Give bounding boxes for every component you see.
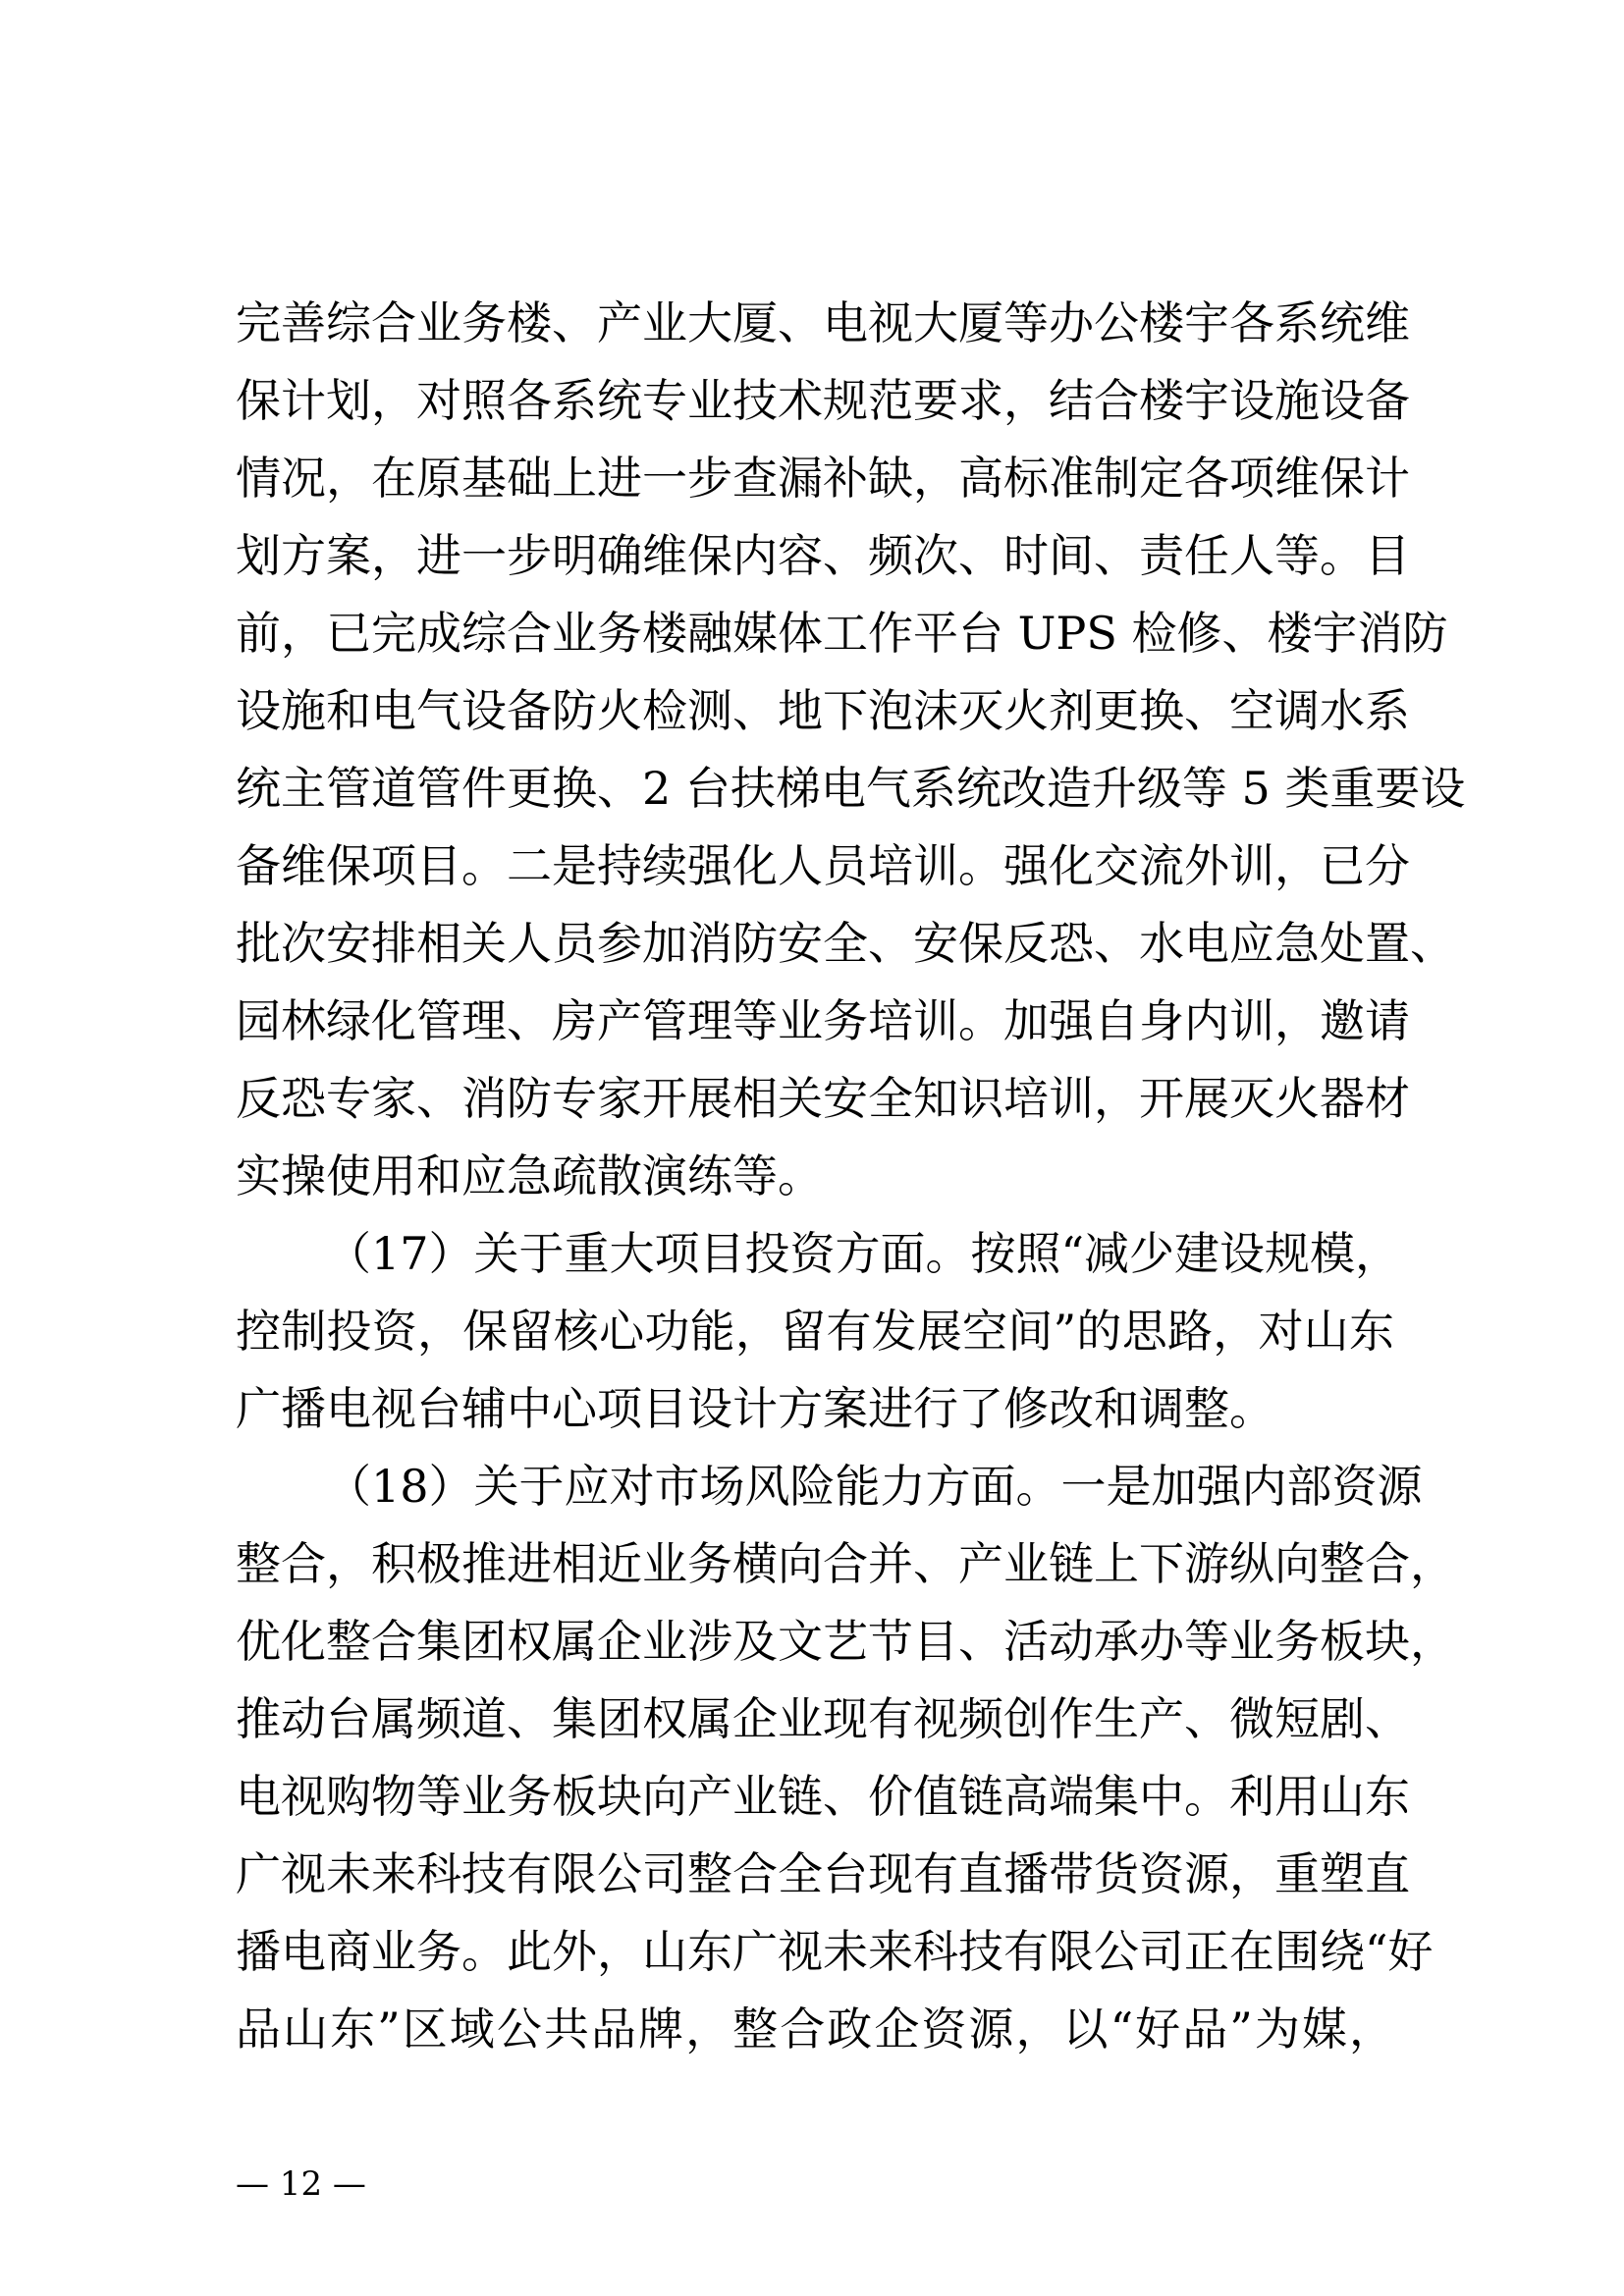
- text-line: 播电商业务。此外，山东广视未来科技有限公司正在围绕“好: [236, 1925, 1434, 1978]
- text-line: 园林绿化管理、房产管理等业务培训。加强自身内训，邀请: [236, 994, 1410, 1047]
- text-line: 广播电视台辅中心项目设计方案进行了修改和调整。: [236, 1382, 1274, 1435]
- text-line: 反恐专家、消防专家开展相关安全知识培训，开展灭火器材: [236, 1072, 1410, 1125]
- text-line: 划方案，进一步明确维保内容、频次、时间、责任人等。目: [236, 529, 1410, 582]
- section-17-heading-line: （17）关于重大项目投资方面。按照“减少建设规模，: [326, 1227, 1401, 1280]
- text-line: 统主管道管件更换、2 台扶梯电气系统改造升级等 5 类重要设: [236, 762, 1466, 815]
- text-line: 备维保项目。二是持续强化人员培训。强化交流外训，已分: [236, 839, 1410, 892]
- text-line: 优化整合集团权属企业涉及文艺节目、活动承办等业务板块，: [236, 1615, 1455, 1668]
- text-line: 设施和电气设备防火检测、地下泡沫灭火剂更换、空调水系: [236, 684, 1410, 737]
- text-line: 批次安排相关人员参加消防安全、安保反恐、水电应急处置、: [236, 917, 1455, 970]
- text-line: 保计划，对照各系统专业技术规范要求，结合楼宇设施设备: [236, 374, 1410, 427]
- text-line: 推动台属频道、集团权属企业现有视频创作生产、微短剧、: [236, 1692, 1410, 1745]
- text-line: 实操使用和应急疏散演练等。: [236, 1149, 823, 1202]
- text-line: 整合，积极推进相近业务横向合并、产业链上下游纵向整合，: [236, 1537, 1455, 1590]
- text-line: 品山东”区域公共品牌，整合政企资源，以“好品”为媒，: [236, 2002, 1394, 2056]
- text-line: 广视未来科技有限公司整合全台现有直播带货资源，重塑直: [236, 1847, 1410, 1900]
- section-18-heading-line: （18）关于应对市场风险能力方面。一是加强内部资源: [326, 1460, 1423, 1513]
- page-number: — 12 —: [236, 2164, 366, 2204]
- body-text: [236, 285, 1466, 2068]
- text-line: 电视购物等业务板块向产业链、价值链高端集中。利用山东: [236, 1770, 1410, 1823]
- text-line: 完善综合业务楼、产业大厦、电视大厦等办公楼宇各系统维: [236, 296, 1410, 349]
- text-line: 控制投资，保留核心功能，留有发展空间”的思路，对山东: [236, 1305, 1394, 1358]
- text-line: 情况，在原基础上进一步查漏补缺，高标准制定各项维保计: [236, 452, 1410, 505]
- text-line: 前，已完成综合业务楼融媒体工作平台 UPS 检修、楼宇消防: [236, 607, 1448, 660]
